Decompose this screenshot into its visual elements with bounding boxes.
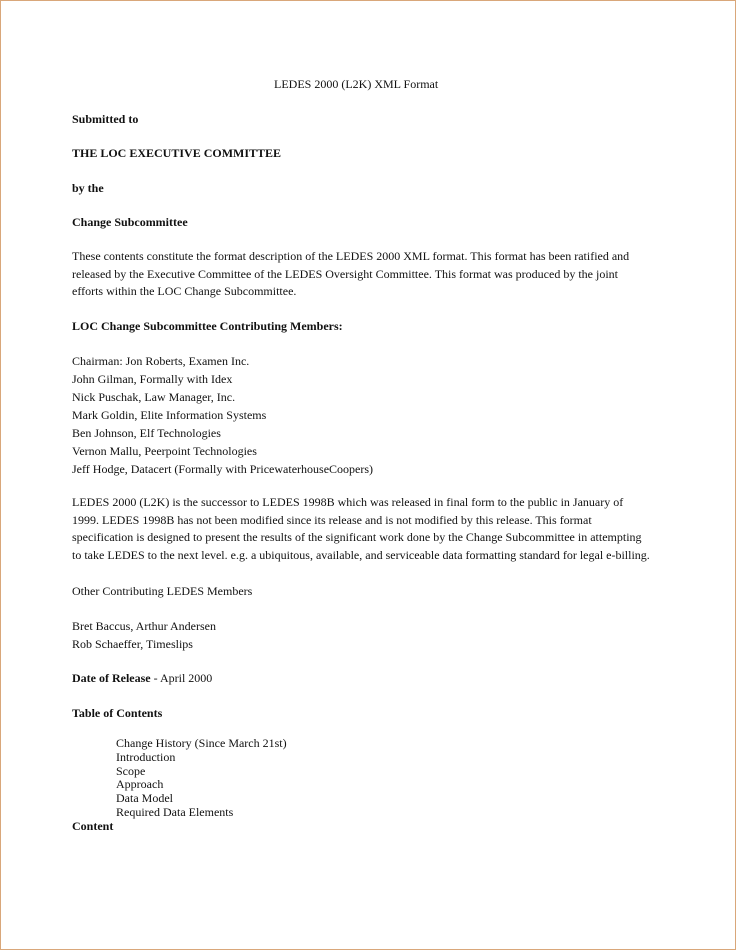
- other-members-list: [72, 617, 216, 653]
- toc-list: [116, 737, 287, 820]
- release-label: Date of Release: [72, 671, 151, 685]
- member-item: Vernon Mallu, Peerpoint Technologies: [72, 444, 257, 458]
- toc-item[interactable]: Change History (Since March 21st): [116, 736, 287, 750]
- toc-item[interactable]: Scope: [116, 763, 146, 778]
- toc-heading: Table of Contents: [72, 706, 163, 720]
- members-heading: LOC Change Subcommittee Contributing Members:: [72, 319, 343, 333]
- member-item: John Gilman, Formally with Idex: [72, 372, 233, 386]
- release-value: - April 2000: [150, 671, 213, 685]
- release-date: [72, 670, 212, 687]
- member-item: Chairman: Jon Roberts, Examen Inc.: [72, 354, 250, 368]
- intro-paragraph: [72, 248, 672, 301]
- other-members-heading: Other Contributing LEDES Members: [72, 584, 253, 598]
- member-item: Ben Johnson, Elf Technologies: [72, 426, 221, 440]
- intro-line: These contents constitute the format description of the LEDES 2000 XML format. This format has been ratified and: [72, 249, 630, 263]
- by-the: by the: [72, 181, 104, 195]
- other-member-item: Bret Baccus, Arthur Andersen: [72, 619, 216, 633]
- successor-line: 1999. LEDES 1998B has not been modified since its release and is not modified by this release. This format: [72, 512, 592, 527]
- content-heading: Content: [72, 819, 114, 833]
- toc-item[interactable]: Required Data Elements: [116, 804, 234, 819]
- successor-line: to take LEDES to the next level. e.g. a ubiquitous, available, and serviceable data formatting standard for legal e-billing.: [72, 547, 650, 562]
- document-title: LEDES 2000 (L2K) XML Format: [274, 77, 439, 91]
- successor-line: LEDES 2000 (L2K) is the successor to LEDES 1998B which was released in final form to the public in January of: [72, 495, 624, 509]
- member-item: Nick Puschak, Law Manager, Inc.: [72, 390, 236, 404]
- other-member-item: Rob Schaeffer, Timeslips: [72, 637, 193, 651]
- intro-line: released by the Executive Committee of the LEDES Oversight Committee. This format was produced by the joint: [72, 266, 618, 281]
- member-item: Jeff Hodge, Datacert (Formally with PricewaterhouseCoopers): [72, 462, 374, 476]
- intro-line: efforts within the LOC Change Subcommittee.: [72, 284, 297, 298]
- subcommittee-name: Change Subcommittee: [72, 215, 188, 229]
- member-item: Mark Goldin, Elite Information Systems: [72, 408, 267, 422]
- toc-item[interactable]: Data Model: [116, 791, 173, 806]
- committee-name: THE LOC EXECUTIVE COMMITTEE: [72, 146, 282, 160]
- toc-item[interactable]: Introduction: [116, 749, 176, 764]
- members-list: [72, 352, 373, 478]
- successor-line: specification is designed to present the results of the significant work done by the Change Subcommittee in attempting: [72, 530, 642, 544]
- successor-paragraph: [72, 494, 672, 564]
- toc-item[interactable]: Approach: [116, 777, 164, 792]
- submitted-to: Submitted to: [72, 112, 139, 126]
